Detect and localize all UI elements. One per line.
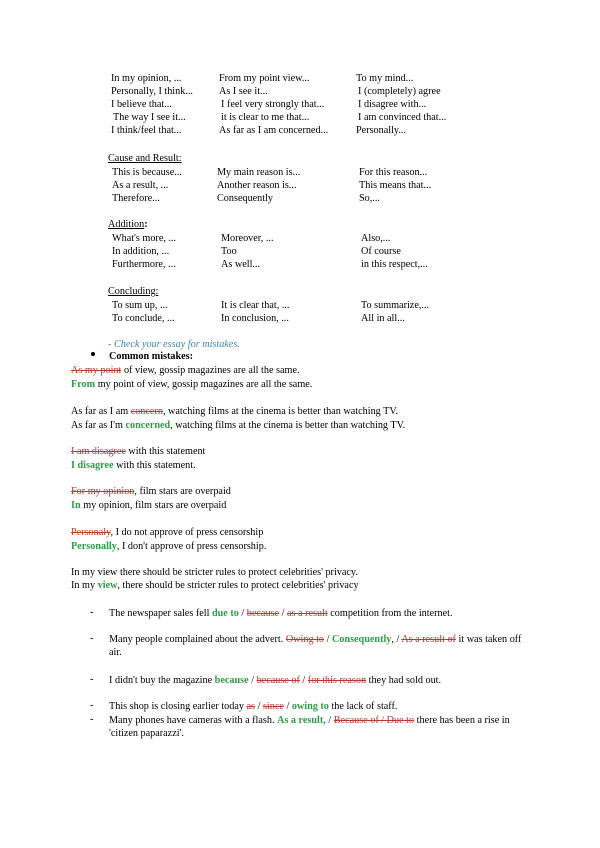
concluding-heading: Concluding: bbox=[108, 286, 159, 297]
phrase: It is clear that, ... bbox=[221, 300, 290, 311]
phrase: The way I see it... bbox=[113, 112, 186, 123]
list-dash: - bbox=[90, 714, 94, 725]
list-dash: - bbox=[90, 633, 94, 644]
phrase: I believe that... bbox=[111, 99, 172, 110]
phrase: As well... bbox=[221, 259, 261, 270]
phrase: As far as I am concerned... bbox=[219, 125, 329, 136]
phrase: Also,... bbox=[361, 233, 391, 244]
phrase: To sum up, ... bbox=[112, 300, 168, 311]
phrase: To conclude, ... bbox=[112, 313, 175, 324]
phrase-row bbox=[0, 125, 600, 138]
list-item: I didn't buy the magazine because / because of / for this reason they had sold out. bbox=[109, 675, 442, 686]
phrase: in this respect,... bbox=[361, 259, 428, 270]
phrase: Therefore... bbox=[112, 193, 160, 204]
wrong-sentence: For my opinion, film stars are overpaid bbox=[71, 486, 231, 497]
phrase-row bbox=[0, 112, 600, 125]
phrase-row bbox=[0, 193, 600, 206]
wrong-sentence: In my view there should be stricter rules to protect celebrities' privacy. bbox=[71, 567, 358, 578]
phrase: Moreover, ... bbox=[221, 233, 274, 244]
phrase: Another reason is... bbox=[217, 180, 297, 191]
list-dash: - bbox=[90, 674, 94, 685]
list-item: Many people complained about the advert. Owing to / Consequently, / As a result of it was taken off air. bbox=[109, 634, 522, 658]
wrong-sentence: As my point of view, gossip magazines are all the same. bbox=[71, 365, 300, 376]
correct-sentence: In my opinion, film stars are overpaid bbox=[71, 500, 227, 511]
phrase: My main reason is... bbox=[217, 167, 301, 178]
phrase: From my point view... bbox=[219, 73, 310, 84]
phrase: Too bbox=[221, 246, 237, 257]
phrase: I feel very strongly that... bbox=[221, 99, 325, 110]
phrase-row bbox=[0, 246, 600, 259]
correct-sentence: In my view, there should be stricter rules to protect celebrities' privacy bbox=[71, 580, 359, 591]
addition-heading: Addition: bbox=[108, 219, 148, 230]
phrase: For this reason... bbox=[359, 167, 428, 178]
phrase: it is clear to me that... bbox=[221, 112, 310, 123]
phrase-row bbox=[0, 99, 600, 112]
phrase: I disagree with... bbox=[358, 99, 427, 110]
phrase: I think/feel that... bbox=[111, 125, 182, 136]
phrase-row bbox=[0, 313, 600, 326]
phrase: In my opinion, ... bbox=[111, 73, 182, 84]
list-item: The newspaper sales fell due to / because / as a result competition from the internet. bbox=[109, 608, 453, 619]
correct-sentence: I disagree with this statement. bbox=[71, 460, 196, 471]
phrase: As I see it... bbox=[219, 86, 268, 97]
phrase: In conclusion, ... bbox=[221, 313, 289, 324]
phrase: All in all... bbox=[361, 313, 405, 324]
wrong-sentence: Personaly, I do not approve of press censorship bbox=[71, 527, 264, 538]
phrase: What's more, ... bbox=[112, 233, 177, 244]
phrase: This means that... bbox=[359, 180, 432, 191]
phrase: In addition, ... bbox=[112, 246, 170, 257]
phrase: So,... bbox=[359, 193, 380, 204]
list-dash: - bbox=[90, 607, 94, 618]
phrase: Personally, I think... bbox=[111, 86, 193, 97]
correct-sentence: Personally, I don't approve of press censorship. bbox=[71, 541, 267, 552]
phrase: Personally... bbox=[356, 125, 406, 136]
phrase: To my mind... bbox=[356, 73, 414, 84]
phrase-row bbox=[0, 233, 600, 246]
phrase: Furthermore, ... bbox=[112, 259, 176, 270]
phrase-row bbox=[0, 259, 600, 272]
list-dash: - bbox=[90, 700, 94, 711]
bullet-icon bbox=[91, 352, 95, 356]
phrase-row bbox=[0, 86, 600, 99]
phrase-row bbox=[0, 180, 600, 193]
wrong-sentence: I am disagree with this statement bbox=[71, 446, 206, 457]
cause-heading: Cause and Result: bbox=[108, 153, 182, 164]
correct-sentence: As far as I'm concerned, watching films at the cinema is better than watching TV. bbox=[71, 420, 406, 431]
phrase: Consequently bbox=[217, 193, 274, 204]
check-hint: - Check your essay for mistakes. bbox=[108, 339, 240, 350]
phrase-row bbox=[0, 73, 600, 86]
phrase-row bbox=[0, 167, 600, 180]
list-item: Many phones have cameras with a flash. As a result, / Because of / Due to there has been a rise in 'citizen paparazzi'. bbox=[109, 715, 510, 739]
phrase: To summarize,... bbox=[361, 300, 430, 311]
mistakes-heading: Common mistakes: bbox=[109, 351, 194, 362]
phrase: As a result, ... bbox=[112, 180, 169, 191]
list-item: This shop is closing earlier today as / since / owing to the lack of staff. bbox=[109, 701, 398, 712]
wrong-sentence: As far as I am concern, watching films at the cinema is better than watching TV. bbox=[71, 406, 398, 417]
phrase: This is because... bbox=[112, 167, 182, 178]
phrase: I am convinced that... bbox=[358, 112, 447, 123]
phrase: I (completely) agree bbox=[358, 86, 441, 97]
phrase-row bbox=[0, 300, 600, 313]
correct-sentence: From my point of view, gossip magazines are all the same. bbox=[71, 379, 313, 390]
phrase: Of course bbox=[361, 246, 401, 257]
